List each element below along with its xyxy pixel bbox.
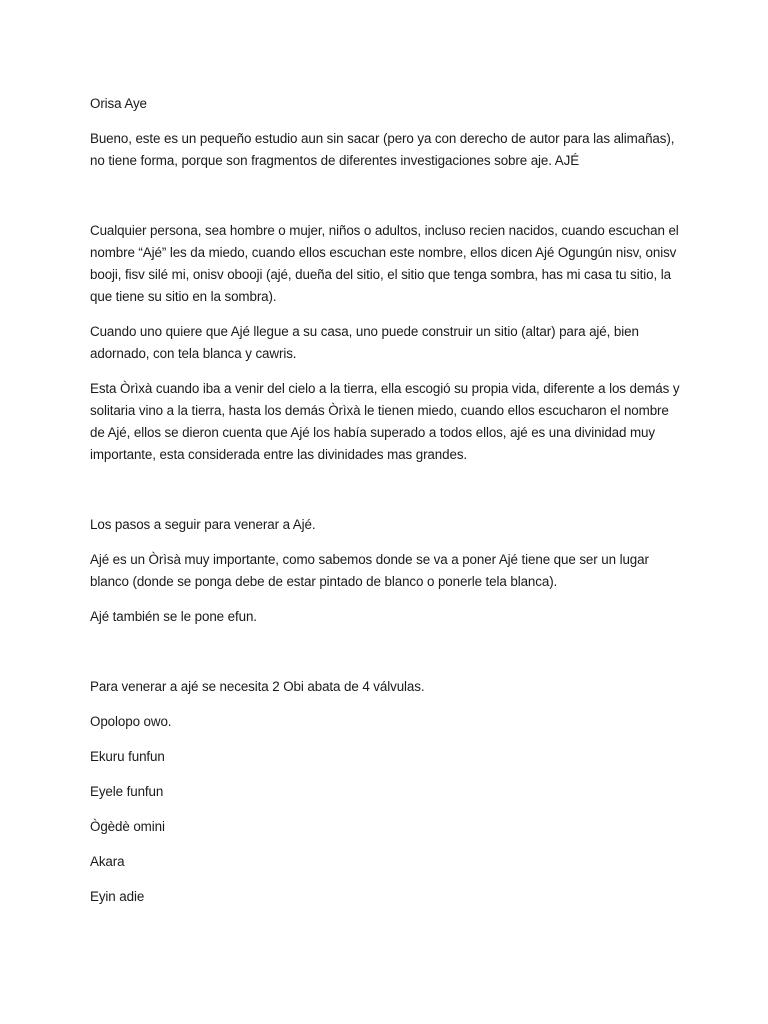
steps-heading: Los pasos a seguir para venerar a Ajé.	[90, 517, 316, 532]
list-item: Akara	[90, 854, 125, 869]
blank-line	[90, 479, 680, 514]
list-item: Eyele funfun	[90, 784, 164, 799]
list-item: Ògèdè omini	[90, 819, 165, 834]
requirements-intro: Para venerar a ajé se necesita 2 Obi abata de 4 válvulas.	[90, 679, 425, 694]
list-item: Opolopo owo.	[90, 714, 172, 729]
intro-paragraph: Bueno, este es un pequeño estudio aun sin sacar (pero ya con derecho de autor para las alimañas), no tiene forma, porque son fragmentos de diferentes investigaciones sobre aje. AJÉ	[90, 131, 675, 168]
paragraph-5: Ajé también se le pone efun.	[90, 609, 257, 624]
document-body	[90, 93, 680, 921]
list-item: Ekuru funfun	[90, 749, 165, 764]
list-item: Eyin adie	[90, 889, 145, 904]
paragraph-4: Ajé es un Òrìsà muy importante, como sabemos donde se va a poner Ajé tiene que ser un lugar blanco (donde se ponga debe de estar pintado de blanco o ponerle tela blanca).	[90, 552, 649, 589]
document-title: Orisa Aye	[90, 96, 147, 111]
blank-line	[90, 185, 680, 220]
paragraph-2: Cuando uno quiere que Ajé llegue a su casa, uno puede construir un sitio (altar) para ajé, bien adornado, con tela blanca y cawris.	[90, 324, 639, 361]
paragraph-1: Cualquier persona, sea hombre o mujer, niños o adultos, incluso recien nacidos, cuando escuchan el nombre “Ajé” les da miedo, cuando ellos escuchan este nombre, ellos dicen Ajé Ogungún nisv, onisv booji, fisv silé mi, onisv obooji (ajé, dueña del sitio, el sitio que tenga sombra, has mi casa tu sitio, la que tiene su sitio en la sombra).	[90, 223, 679, 304]
blank-line	[90, 641, 680, 676]
paragraph-3: Esta Òrìxà cuando iba a venir del cielo a la tierra, ella escogió su propia vida, diferente a los demás y solitaria vino a la tierra, hasta los demás Òrìxà le tienen miedo, cuando ellos escucharon el nombre de Ajé, ellos se dieron cuenta que Ajé los había superado a todos ellos, ajé es una divinidad muy importante, esta considerada entre las divinidades mas grandes.	[90, 381, 680, 462]
